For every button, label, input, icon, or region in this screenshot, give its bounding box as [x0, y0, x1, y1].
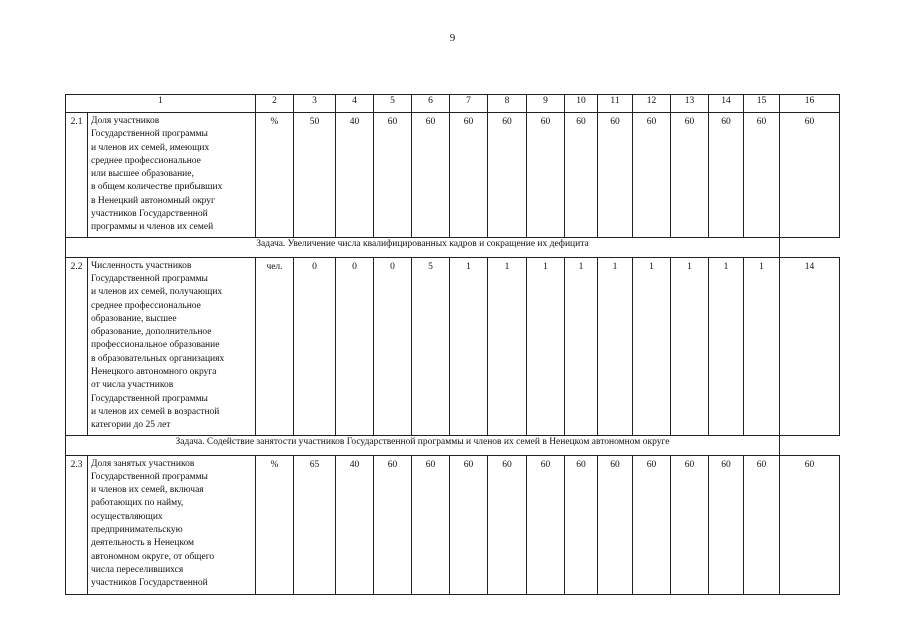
value-cell: 60: [671, 455, 709, 594]
header-cell: 2: [256, 95, 294, 113]
row-number: 2.1: [66, 113, 88, 238]
indicator-name-line: участников Государственной: [91, 578, 208, 589]
indicator-name-line: среднее профессиональное: [91, 300, 201, 311]
header-cell: 5: [374, 95, 412, 113]
header-cell: 3: [294, 95, 336, 113]
value-cell: 60: [709, 113, 744, 238]
task-row: [66, 237, 840, 257]
indicator-name-line: и членов их семей, получающих: [91, 287, 223, 298]
value-cell: 60: [450, 113, 488, 238]
indicator-name-line: Доля занятых участников: [91, 458, 195, 469]
task-heading: Задача. Увеличение числа квалифицированных кадров и сокращение их дефицита: [66, 237, 780, 257]
table-row: [66, 455, 840, 594]
value-cell: 60: [527, 113, 565, 238]
value-cell: 65: [294, 455, 336, 594]
indicator-name-line: программы и членов их семей: [91, 222, 214, 233]
value-cell: 0: [374, 257, 412, 435]
value-cell: 1: [633, 257, 671, 435]
header-cell: 7: [450, 95, 488, 113]
indicator-name-line: работающих по найму,: [91, 498, 184, 509]
value-cell: 60: [488, 455, 527, 594]
value-cell: 1: [450, 257, 488, 435]
indicator-name-line: категории до 25 лет: [91, 420, 171, 431]
header-cell: 1: [66, 95, 256, 113]
value-cell: 60: [744, 113, 780, 238]
value-cell: 60: [598, 113, 633, 238]
indicators-table: [65, 94, 840, 595]
unit-cell: чел.: [256, 257, 294, 435]
indicator-name-line: числа переселившихся: [91, 564, 184, 575]
header-cell: 16: [780, 95, 840, 113]
indicator-name-line: и членов их семей, имеющих: [91, 142, 210, 153]
header-cell: 14: [709, 95, 744, 113]
indicator-name-line: от числа участников: [91, 380, 174, 391]
task-row: [66, 435, 840, 455]
value-cell: 60: [598, 455, 633, 594]
row-number: 2.2: [66, 257, 88, 435]
value-cell: 14: [780, 257, 840, 435]
page-number: 9: [449, 32, 456, 44]
value-cell: 60: [374, 113, 412, 238]
value-cell: 60: [780, 113, 840, 238]
value-cell: 1: [671, 257, 709, 435]
value-cell: 1: [527, 257, 565, 435]
value-cell: 1: [565, 257, 598, 435]
value-cell: 1: [488, 257, 527, 435]
indicator-name-line: участников Государственной: [91, 209, 208, 220]
indicator-name-line: Численность участников: [91, 260, 192, 271]
value-cell: 1: [744, 257, 780, 435]
indicator-name-line: деятельность в Ненецком: [91, 538, 195, 549]
indicator-name-line: образование, дополнительное: [91, 327, 212, 338]
indicator-name-line: образование, высшее: [91, 313, 177, 324]
header-cell: 15: [744, 95, 780, 113]
value-cell: 60: [565, 113, 598, 238]
value-cell: 1: [598, 257, 633, 435]
value-cell: 60: [780, 455, 840, 594]
value-cell: 1: [709, 257, 744, 435]
value-cell: 40: [336, 113, 374, 238]
value-cell: 60: [412, 455, 450, 594]
value-cell: 60: [450, 455, 488, 594]
indicator-name: [88, 113, 256, 238]
indicator-name-line: Ненецкого автономного округа: [91, 367, 217, 378]
value-cell: 60: [633, 455, 671, 594]
indicator-name-line: автономном округе, от общего: [91, 551, 215, 562]
indicator-name-line: Государственной программы: [91, 129, 208, 140]
indicator-name-line: профессиональное образование: [91, 340, 220, 351]
task-heading: Задача. Содействие занятости участников Государственной программы и членов их семей в Ненецком автономном округе: [66, 435, 780, 455]
table-row: [66, 113, 840, 238]
header-cell: 8: [488, 95, 527, 113]
header-cell: 9: [527, 95, 565, 113]
value-cell: 60: [412, 113, 450, 238]
indicator-name-line: и членов их семей, включая: [91, 485, 204, 496]
table-header-row: [66, 95, 840, 113]
unit-cell: %: [256, 455, 294, 594]
indicator-name-line: Доля участников: [91, 116, 160, 126]
value-cell: 5: [412, 257, 450, 435]
indicator-name-line: в общем количестве прибывших: [91, 182, 223, 193]
indicator-name: [88, 257, 256, 435]
value-cell: 0: [336, 257, 374, 435]
indicator-name-line: среднее профессиональное: [91, 155, 201, 166]
header-cell: 4: [336, 95, 374, 113]
row-number: 2.3: [66, 455, 88, 594]
indicator-name-line: Государственной программы: [91, 273, 208, 284]
header-cell: 13: [671, 95, 709, 113]
indicator-name-line: осуществляющих: [91, 511, 163, 522]
value-cell: 60: [744, 455, 780, 594]
unit-cell: %: [256, 113, 294, 238]
value-cell: 40: [336, 455, 374, 594]
header-cell: 11: [598, 95, 633, 113]
value-cell: 60: [565, 455, 598, 594]
indicator-name-line: в Ненецкий автономный округ: [91, 195, 215, 206]
value-cell: 50: [294, 113, 336, 238]
indicator-name-line: в образовательных организациях: [91, 353, 225, 364]
value-cell: 0: [294, 257, 336, 435]
value-cell: 60: [527, 455, 565, 594]
value-cell: 60: [671, 113, 709, 238]
header-cell: 10: [565, 95, 598, 113]
value-cell: 60: [709, 455, 744, 594]
value-cell: 60: [374, 455, 412, 594]
indicator-name-line: Государственной программы: [91, 393, 208, 404]
header-cell: 12: [633, 95, 671, 113]
indicator-name: [88, 455, 256, 594]
indicator-name-line: предпринимательскую: [91, 525, 183, 536]
header-cell: 6: [412, 95, 450, 113]
value-cell: 60: [633, 113, 671, 238]
indicator-name-line: и членов их семей в возрастной: [91, 406, 220, 417]
table-row: [66, 257, 840, 435]
indicator-name-line: Государственной программы: [91, 471, 208, 482]
indicator-name-line: или высшее образование,: [91, 169, 194, 180]
value-cell: 60: [488, 113, 527, 238]
